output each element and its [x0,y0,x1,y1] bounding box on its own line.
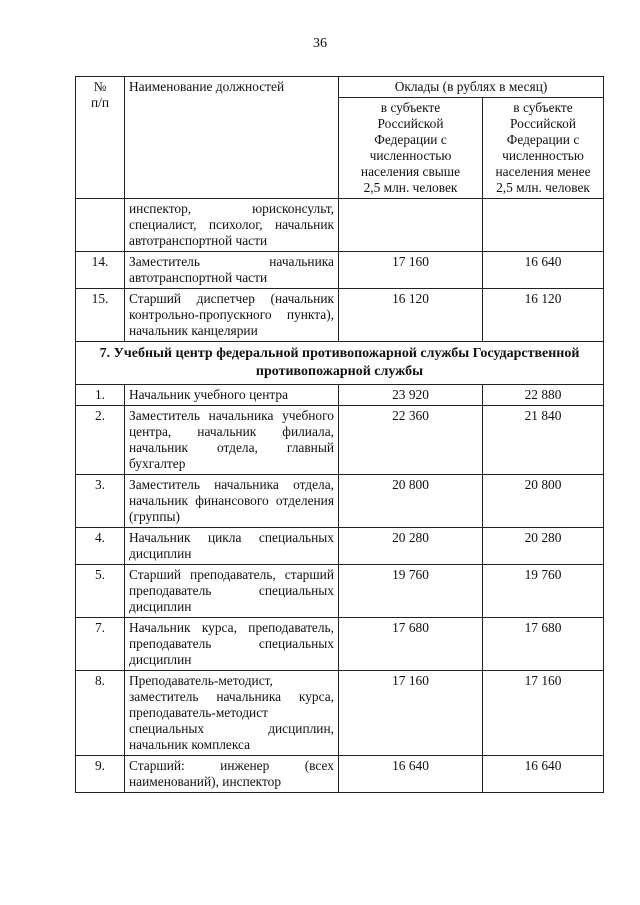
row-salary-small: 16 640 [483,252,604,289]
header-line: 2,5 млн. человек [496,180,590,195]
row-position-name: Заместитель начальника отдела, начальник финансового отделения (группы) [125,475,339,528]
table-row [76,385,604,406]
row-salary-large: 16 120 [339,289,483,342]
header-line: 2,5 млн. человек [363,180,458,195]
row-salary-small: 22 880 [483,385,604,406]
row-salary-large: 17 160 [339,671,483,756]
row-position-name: Начальник курса, преподаватель, преподаватель специальных дисциплин [125,618,339,671]
row-salary-small: 17 160 [483,671,604,756]
header-line: в субъекте [380,100,441,115]
row-salary-small: 16 120 [483,289,604,342]
row-salary-small: 21 840 [483,406,604,475]
row-number: 7. [76,618,125,671]
table-row [76,756,604,793]
header-num-sub: п/п [90,95,110,110]
section-row [76,342,604,385]
header-line: Федерации с [374,132,447,147]
row-salary-small: 20 280 [483,528,604,565]
header-num: № [93,79,107,94]
row-position-name: Заместитель начальника учебного центра, начальник филиала, начальник отдела, главный бухгалтер [125,406,339,475]
table-row [76,528,604,565]
header-line: населения менее [495,164,591,179]
header-line: Российской [510,116,576,131]
row-salary-large: 23 920 [339,385,483,406]
row-position-name: Старший диспетчер (начальник контрольно-пропускного пункта), начальник канцелярии [125,289,339,342]
row-salary-large [339,199,483,252]
row-salary-small: 16 640 [483,756,604,793]
header-col-small [483,98,604,199]
table-row [76,565,604,618]
row-position-name: Старший преподаватель, старший преподаватель специальных дисциплин [125,565,339,618]
header-col-large [339,98,483,199]
row-salary-large: 20 280 [339,528,483,565]
row-position-name: Преподаватель-методист, заместитель начальника курса, преподаватель-методист специальных дисциплин, начальник комплекса [125,671,339,756]
row-position-name: Старший: инженер (всех наименований), инспектор [125,756,339,793]
row-salary-large: 17 160 [339,252,483,289]
table-row [76,289,604,342]
table-row [76,252,604,289]
table-row [76,618,604,671]
row-number: 2. [76,406,125,475]
table-row [76,199,604,252]
row-number: 14. [76,252,125,289]
header-line: Федерации с [506,132,580,147]
row-number: 3. [76,475,125,528]
header-num-cell [76,77,125,199]
table-row [76,671,604,756]
row-position-name: Заместитель начальника автотранспортной части [125,252,339,289]
row-number: 8. [76,671,125,756]
row-number: 5. [76,565,125,618]
row-salary-large: 20 800 [339,475,483,528]
row-position-name: Начальник учебного центра [125,385,339,406]
table-row [76,475,604,528]
header-line: в субъекте [513,100,573,115]
header-line: численностью [369,148,452,163]
row-salary-small: 17 680 [483,618,604,671]
row-salary-large: 17 680 [339,618,483,671]
row-number: 9. [76,756,125,793]
row-number: 15. [76,289,125,342]
header-line: населения свыше [360,164,461,179]
page-number: 36 [313,36,327,51]
row-salary-large: 16 640 [339,756,483,793]
header-salaries: Оклады (в рублях в месяц) [339,77,604,98]
row-salary-small: 20 800 [483,475,604,528]
row-number: 4. [76,528,125,565]
row-position-name: инспектор, юрисконсульт, специалист, психолог, начальник автотранспортной части [125,199,339,252]
row-position-name: Начальник цикла специальных дисциплин [125,528,339,565]
row-number [76,199,125,252]
table-row [76,406,604,475]
salary-table-body [76,77,604,793]
row-salary-small: 19 760 [483,565,604,618]
table-header-row [76,77,604,98]
section-title: 7. Учебный центр федеральной противопожарной службы Государственной противопожарной службы [76,342,604,385]
header-line: Российской [377,116,444,131]
salary-table [75,76,604,793]
row-salary-small [483,199,604,252]
row-number: 1. [76,385,125,406]
header-line: численностью [502,148,584,163]
row-salary-large: 22 360 [339,406,483,475]
row-salary-large: 19 760 [339,565,483,618]
header-position: Наименование должностей [125,77,339,199]
